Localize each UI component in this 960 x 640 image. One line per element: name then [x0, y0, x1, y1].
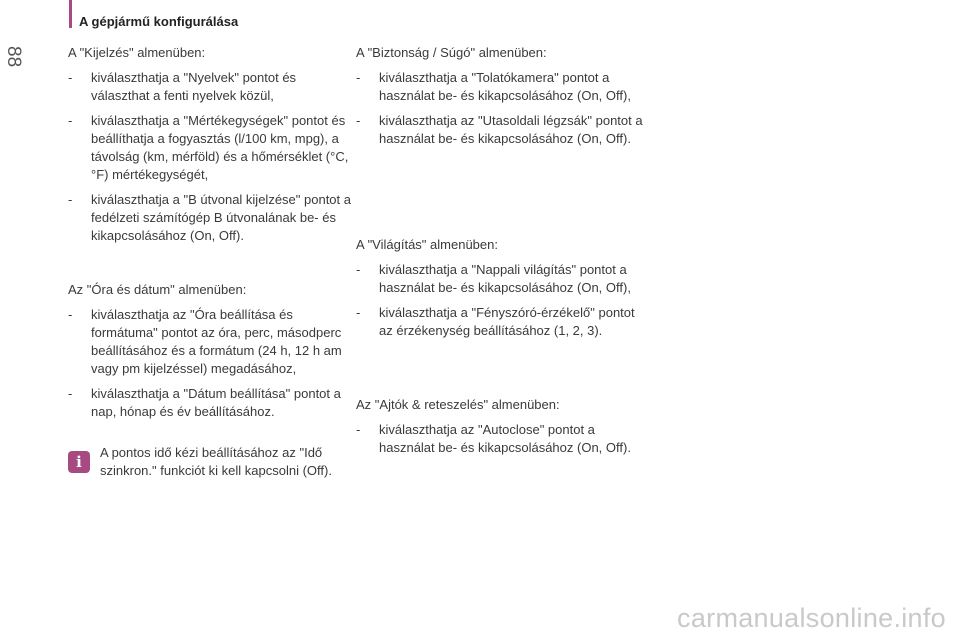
bullet-list: [68, 306, 358, 421]
list-item: - kiválaszthatja a "Tolatókamera" pontot a használat be- és kikapcsolásához (On, Off),: [356, 69, 646, 105]
bullet-list: [356, 421, 646, 457]
list-item: - kiválaszthatja a "B útvonal kijelzése" pontot a fedélzeti számítógép B útvonalának be- és kikapcsolásához (On, Off).: [68, 191, 358, 245]
section-biztonsag: [356, 44, 646, 155]
section-heading: A "Biztonság / Súgó" almenüben:: [356, 45, 547, 60]
bullet-list: [356, 69, 646, 148]
section-kijelzes: [68, 44, 358, 252]
list-item: - kiválaszthatja a "Nyelvek" pontot és választhat a fenti nyelvek közül,: [68, 69, 358, 105]
list-item: - kiválaszthatja a "Dátum beállítása" pontot a nap, hónap és év beállításához.: [68, 385, 358, 421]
list-item: - kiválaszthatja az "Utasoldali légzsák" pontot a használat be- és kikapcsolásához (On, Off).: [356, 112, 646, 148]
info-icon: i: [68, 451, 90, 473]
section-vilagitas: [356, 236, 646, 347]
list-item: - kiválaszthatja az "Óra beállítása és formátuma" pontot az óra, perc, másodperc beállításához és a formátum (24 h, 12 h am vagy pm kijelzéssel) megadásához,: [68, 306, 358, 378]
section-heading: A "Kijelzés" almenüben:: [68, 45, 206, 60]
bullet-list: [356, 261, 646, 340]
section-heading: A "Világítás" almenüben:: [356, 237, 498, 252]
bullet-list: [68, 69, 358, 245]
list-item: - kiválaszthatja a "Mértékegységek" pontot és beállíthatja a fogyasztás (l/100 km, mpg), a távolság (km, mérföld) és a hőmérséklet (°C, °F) mértékegységét,: [68, 112, 358, 184]
section-heading: Az "Óra és dátum" almenüben:: [68, 282, 247, 297]
section-ora-datum: [68, 281, 358, 428]
list-item: - kiválaszthatja az "Autoclose" pontot a használat be- és kikapcsolásához (On, Off).: [356, 421, 646, 457]
list-item: - kiválaszthatja a "Fényszóró-érzékelő" pontot az érzékenység beállításához (1, 2, 3).: [356, 304, 646, 340]
info-note-text: A pontos idő kézi beállításához az "Idő szinkron." funkciót ki kell kapcsolni (Off).: [100, 445, 332, 478]
section-heading: Az "Ajtók & reteszelés" almenüben:: [356, 397, 560, 412]
page-header-title: A gépjármű konfigurálása: [79, 14, 239, 29]
page-number: 88: [3, 46, 24, 68]
list-item: - kiválaszthatja a "Nappali világítás" pontot a használat be- és kikapcsolásához (On, Off),: [356, 261, 646, 297]
section-ajtok: [356, 396, 646, 464]
watermark: carmanualsonline.info: [677, 603, 946, 633]
header-accent-bar: [69, 0, 72, 28]
